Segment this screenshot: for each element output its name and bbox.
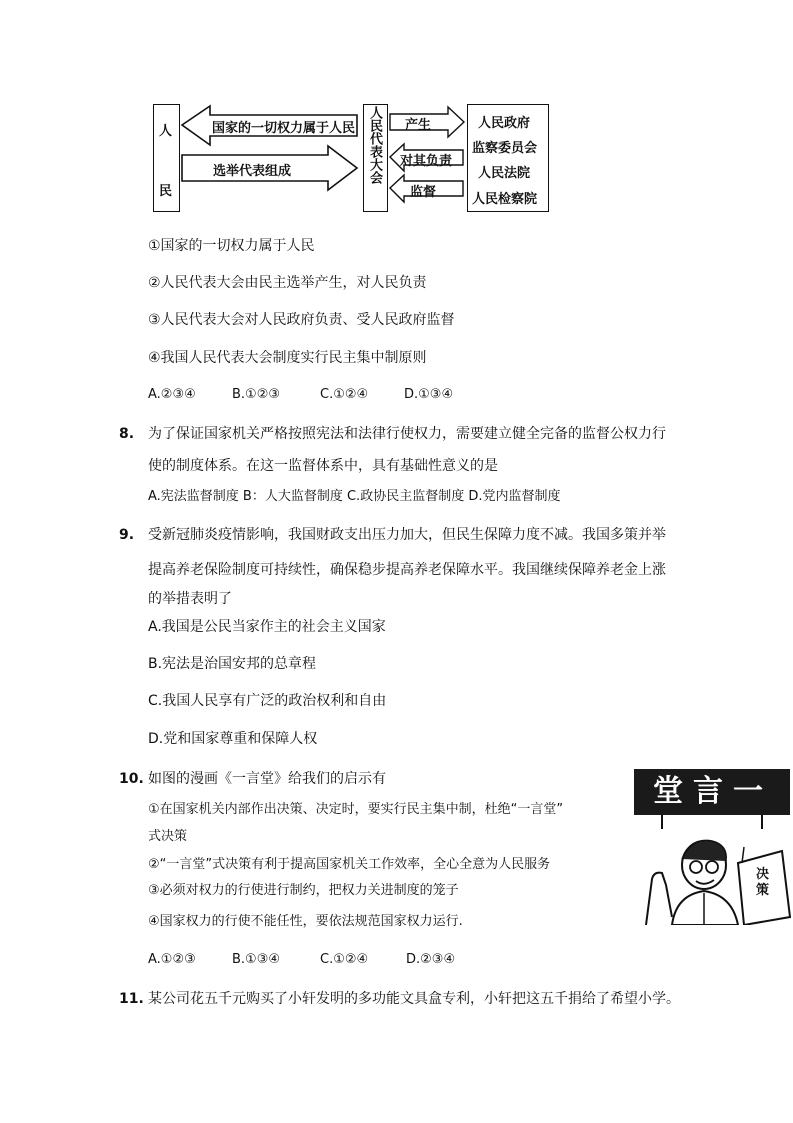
q9-stem-line-2: 提高养老保险制度可持续性，确保稳步提高养老保障水平。我国继续保障养老金上涨: [148, 562, 666, 578]
q7-statement-2: ②人民代表大会由民主选举产生，对人民负责: [148, 275, 427, 291]
q10-stem: 如图的漫画《一言堂》给我们的启示有: [148, 771, 386, 787]
arrow-responsible-label: 对其负责: [400, 154, 453, 169]
arrow-elect-label: 选举代表组成: [213, 164, 292, 179]
organ-court: 人民法院: [478, 166, 531, 181]
q10-option-b[interactable]: B.①③④: [232, 952, 281, 967]
q10-number: 10.: [119, 771, 144, 787]
arrow-produce-label: 产生: [405, 118, 432, 133]
q7-statement-4: ④我国人民代表大会制度实行民主集中制原则: [148, 350, 427, 366]
q10-option-d[interactable]: D.②③④: [406, 952, 456, 967]
q9-option-a[interactable]: A.我国是公民当家作主的社会主义国家: [148, 619, 386, 635]
q8-stem-line-1: 为了保证国家机关严格按照宪法和法律行使权力，需要建立健全完备的监督公权力行: [148, 426, 666, 442]
q7-statement-3: ③人民代表大会对人民政府负责、受人民政府监督: [148, 312, 455, 328]
q10-option-c[interactable]: C.①②④: [320, 952, 369, 967]
arrow-power-label: 国家的一切权力属于人民: [212, 121, 356, 136]
organ-procuratorate: 人民检察院: [472, 192, 538, 207]
q7-statement-1: ①国家的一切权力属于人民: [148, 238, 315, 254]
q8-stem-line-2: 使的制度体系。在这一监督体系中，具有基础性意义的是: [148, 458, 498, 474]
q9-stem-line-1: 受新冠肺炎疫情影响，我国财政支出压力加大，但民生保障力度不减。我国多策并举: [148, 527, 666, 543]
q9-option-b[interactable]: B.宪法是治国安邦的总章程: [148, 656, 317, 672]
q8-number: 8.: [119, 426, 135, 442]
q10-statement-1-line-2: 式决策: [148, 829, 188, 844]
q10-statement-3: ③必须对权力的行使进行制约，把权力关进制度的笼子: [148, 883, 459, 898]
diagram-arrows: [0, 0, 793, 230]
cartoon-image: [632, 767, 792, 925]
q10-statement-1-line-1: ①在国家机关内部作出决策、决定时，要实行民主集中制，杜绝“一言堂”: [148, 802, 564, 817]
arrow-supervise-label: 监督: [410, 185, 437, 200]
q7-option-a[interactable]: A.②③④: [148, 387, 196, 402]
q11-stem-line-1: 某公司花五千元购买了小轩发明的多功能文具盒专利，小轩把这五千捐给了希望小学。: [148, 991, 680, 1007]
cartoon-banner-text: 堂言一: [653, 774, 773, 809]
people-label-top: 人: [159, 124, 173, 139]
q7-option-b[interactable]: B.①②③: [232, 387, 281, 402]
q8-options[interactable]: A.宪法监督制度 B：人大监督制度 C.政协民主监督制度 D.党内监督制度: [148, 489, 561, 504]
q7-option-d[interactable]: D.①③④: [404, 387, 454, 402]
q10-option-a[interactable]: A.①②③: [148, 952, 196, 967]
organ-government: 人民政府: [478, 116, 531, 131]
q9-option-d[interactable]: D.党和国家尊重和保障人权: [148, 731, 318, 747]
q9-option-c[interactable]: C.我国人民享有广泛的政治权利和自由: [148, 693, 387, 709]
organ-supervision: 监察委员会: [472, 141, 538, 156]
q9-number: 9.: [119, 527, 135, 543]
people-label-bottom: 民: [159, 184, 173, 199]
congress-label: 人民代表大会: [367, 106, 382, 184]
q10-statement-2: ②“一言堂”式决策有利于提高国家机关工作效率，全心全意为人民服务: [148, 857, 551, 872]
q7-option-c[interactable]: C.①②④: [320, 387, 369, 402]
cartoon-paper-text: 决策: [756, 867, 770, 898]
q11-number: 11.: [119, 991, 144, 1007]
q10-statement-4: ④国家权力的行使不能任性，要依法规范国家权力运行.: [148, 914, 463, 929]
q9-stem-line-3: 的举措表明了: [148, 591, 232, 607]
